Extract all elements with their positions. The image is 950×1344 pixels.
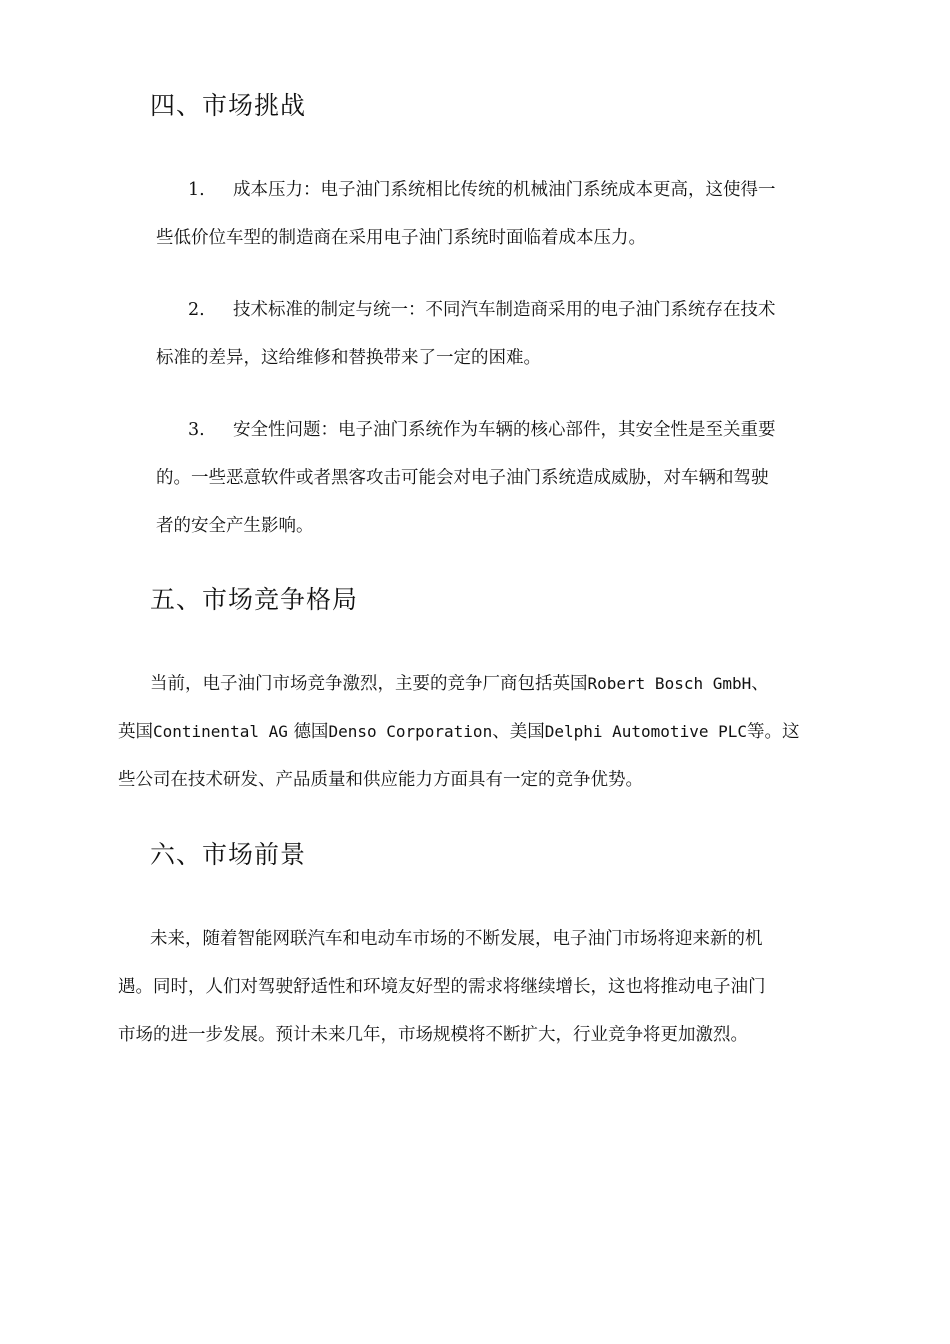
list-number: 3. [188,420,205,440]
company-name: Delphi Automotive PLC [544,722,747,741]
paragraph-line: 当前，电子油门市场竞争激烈，主要的竞争厂商包括英国Robert Bosch GmbH、 [150,674,769,694]
paragraph-outlook [118,915,838,1059]
list-item-tech-standards [156,286,836,382]
paragraph-line: 未来，随着智能网联汽车和电动车市场的不断发展，电子油门市场将迎来新的机 [150,929,763,949]
list-item-line: 1. 成本压力：电子油门系统相比传统的机械油门系统成本更高，这使得一 [188,166,836,214]
list-item-security [156,406,836,550]
list-item-cost-pressure [156,166,836,262]
list-item-line: 标准的差异，这给维修和替换带来了一定的困难。 [156,348,541,368]
list-number: 1. [188,180,205,200]
company-name: Denso Corporation [328,722,493,741]
section-heading-challenges: 四、市场挑战 [150,91,307,120]
paragraph-line: 英国Continental AG 德国Denso Corporation、美国Delphi Automotive PLC等。这 [118,722,800,742]
section-heading-outlook: 六、市场前景 [150,840,307,869]
list-item-line: 3. 安全性问题：电子油门系统作为车辆的核心部件，其安全性是至关重要 [188,406,836,454]
paragraph-line: 市场的进一步发展。预计未来几年，市场规模将不断扩大，行业竞争将更加激烈。 [118,1025,748,1045]
company-name: Robert Bosch GmbH [587,674,752,693]
list-item-line: 者的安全产生影响。 [156,516,314,536]
company-name: Continental AG [153,722,288,741]
list-number: 2. [188,300,205,320]
list-item-line: 2. 技术标准的制定与统一：不同汽车制造商采用的电子油门系统存在技术 [188,286,836,334]
paragraph-competition [118,660,838,804]
paragraph-line: 些公司在技术研发、产品质量和供应能力方面具有一定的竞争优势。 [118,770,643,790]
section-heading-competition: 五、市场竞争格局 [150,585,359,614]
paragraph-line: 遇。同时，人们对驾驶舒适性和环境友好型的需求将继续增长，这也将推动电子油门 [118,977,766,997]
list-item-line: 的。一些恶意软件或者黑客攻击可能会对电子油门系统造成威胁，对车辆和驾驶 [156,468,769,488]
list-item-line: 些低价位车型的制造商在采用电子油门系统时面临着成本压力。 [156,228,646,248]
